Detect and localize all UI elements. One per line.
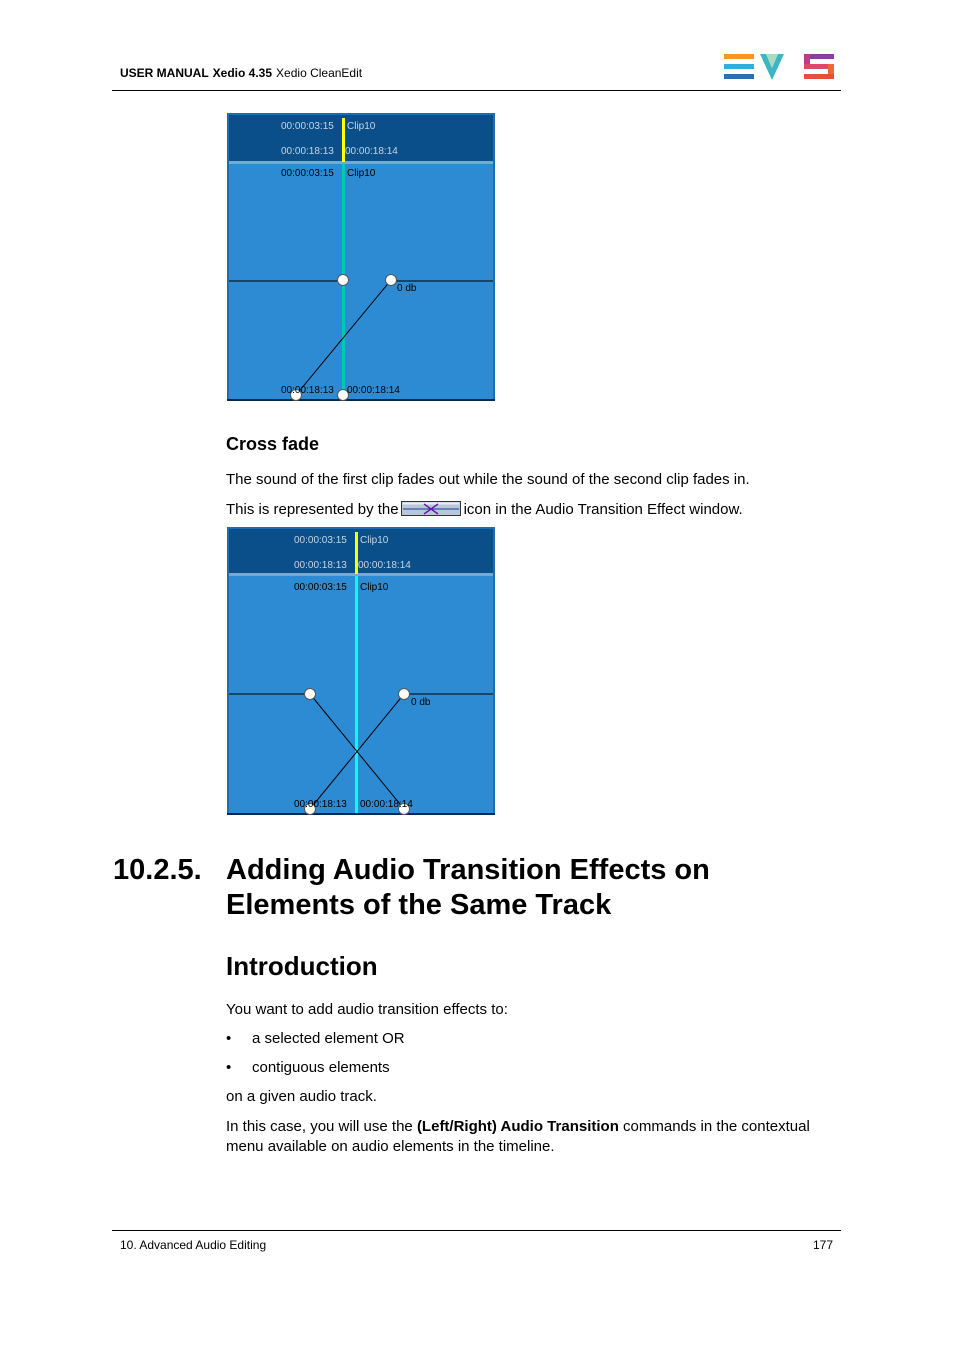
- running-header: [120, 66, 362, 80]
- fig2-top-time-c: 00:00:18:14: [358, 560, 411, 571]
- crossfade-heading: Cross fade: [226, 434, 320, 454]
- footer-chapter: 10. Advanced Audio Editing: [120, 1238, 267, 1252]
- fig2-top-time-a: 00:00:03:15: [294, 535, 347, 546]
- fig2-cursor-top: [355, 532, 358, 574]
- fig2-cursor: [355, 576, 358, 813]
- fig2-top-time-b: 00:00:18:13: [294, 560, 347, 571]
- bullet-dot: •: [226, 1059, 232, 1076]
- fig1-top-clip: Clip10: [347, 121, 376, 132]
- fig2-keypoint: [305, 689, 316, 700]
- fig1-keypoint: [338, 275, 349, 286]
- fig2-bottom-time-b: 00:00:18:14: [360, 799, 413, 810]
- fig2-db-label: 0 db: [411, 697, 431, 708]
- fig1-main-time: 00:00:03:15: [281, 168, 334, 179]
- manual-label: USER MANUAL: [120, 66, 209, 80]
- bullet-dot: •: [226, 1030, 232, 1047]
- section-title: Adding Audio Transition Effects on Elements of the Same Track: [226, 854, 710, 921]
- header-rule: [112, 90, 841, 91]
- fig1-top-time-b: 00:00:18:13: [281, 146, 334, 157]
- crossfade-icon-sentence: [226, 501, 743, 518]
- section-number: 10.2.5.: [113, 854, 202, 886]
- fig1-bottom-time-a: 00:00:18:13: [281, 385, 334, 396]
- intro-paragraph: You want to add audio transition effects to:: [226, 1001, 508, 1018]
- fig1-keypoint: [386, 275, 397, 286]
- fig2-bottom-time-a: 00:00:18:13: [294, 799, 347, 810]
- usage-text-start: In this case, you will use the: [226, 1118, 417, 1135]
- icon-sentence-end: icon in the Audio Transition Effect window.: [463, 501, 743, 518]
- fig1-top-time-c: 00:00:18:14: [345, 146, 398, 157]
- fig1-db-label: 0 db: [397, 283, 417, 294]
- after-list-paragraph: on a given audio track.: [226, 1088, 377, 1105]
- evs-logo: [724, 52, 836, 82]
- product-name: Xedio 4.35: [212, 66, 273, 80]
- fig1-top-time-a: 00:00:03:15: [281, 121, 334, 132]
- crossfade-icon: [401, 501, 461, 516]
- fig1-main-clip: Clip10: [347, 168, 376, 179]
- usage-paragraph: [226, 1117, 841, 1157]
- fig2-top-time-b-clip: Clip10: [360, 535, 389, 546]
- usage-text-end: commands in the contextual menu available on audio elements in the timeline.: [226, 1118, 810, 1155]
- page-number: 177: [812, 1238, 833, 1252]
- fig2-main-clip: Clip10: [360, 582, 389, 593]
- footer-rule: [112, 1230, 841, 1231]
- fig1-cursor-top: [342, 118, 345, 162]
- fig2-keypoint: [399, 689, 410, 700]
- audio-transition-figure-2: [227, 527, 495, 815]
- icon-sentence-start: This is represented by the: [226, 501, 399, 518]
- introduction-heading: Introduction: [226, 951, 378, 981]
- crossfade-description: The sound of the first clip fades out while the sound of the second clip fades in.: [226, 471, 750, 488]
- command-name: (Left/Right) Audio Transition: [416, 1118, 619, 1135]
- list-item-text: contiguous elements: [252, 1059, 390, 1076]
- fig2-main-time: 00:00:03:15: [294, 582, 347, 593]
- module-name: Xedio CleanEdit: [276, 66, 363, 80]
- list-item-text: a selected element OR: [252, 1030, 405, 1047]
- audio-transition-figure-1: [227, 113, 495, 401]
- fig1-bottom-time-b: 00:00:18:14: [347, 385, 400, 396]
